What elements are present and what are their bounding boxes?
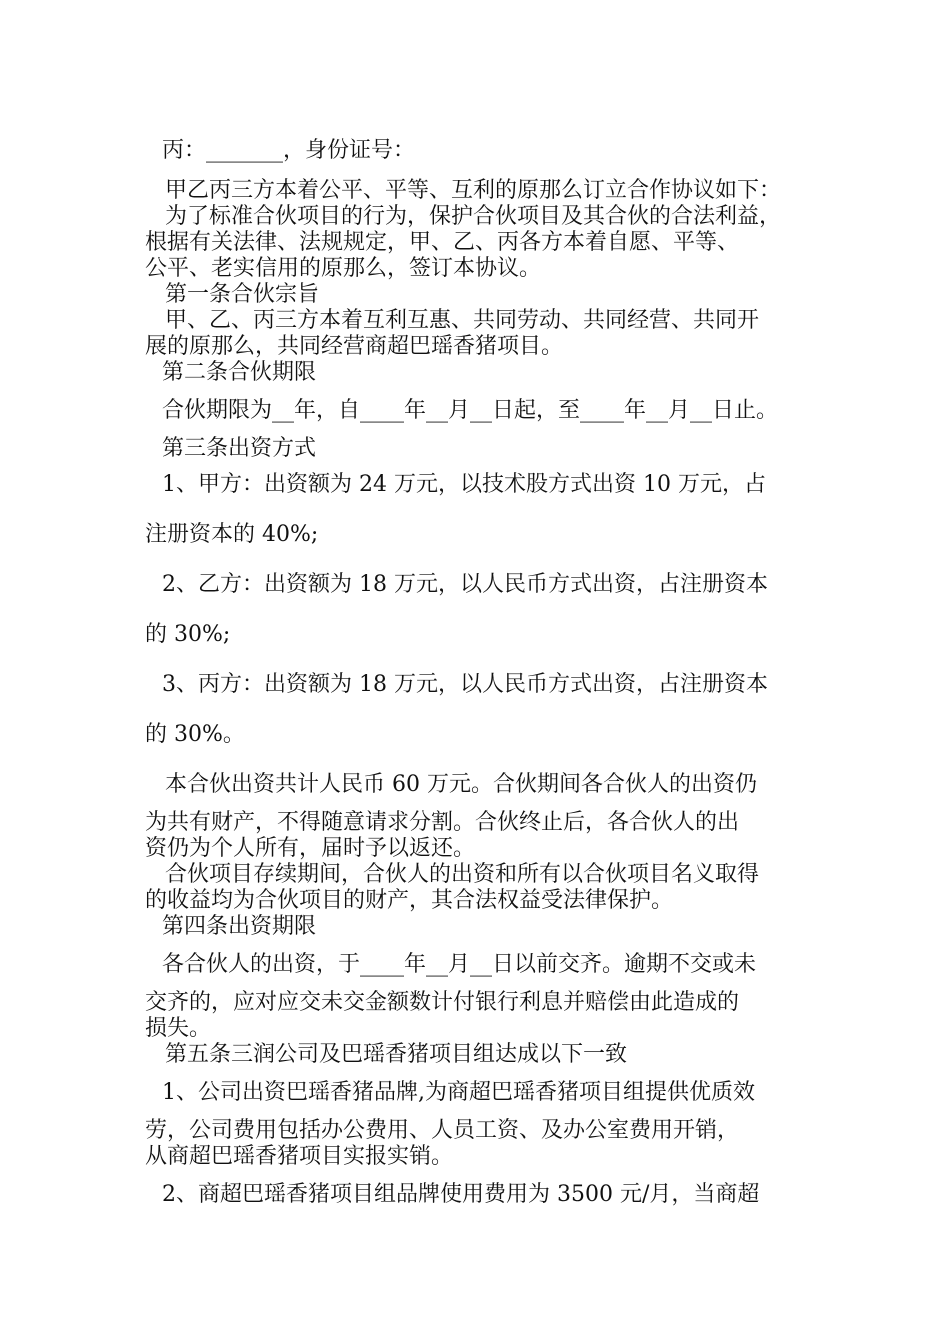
text-line: 3、丙方：出资额为 18 万元，以人民币方式出资，占注册资本 bbox=[162, 672, 768, 697]
text-line: 根据有关法律、法规规定，甲、乙、丙各方本着自愿、平等、 bbox=[145, 230, 740, 255]
text-line: 损失。 bbox=[145, 1016, 212, 1041]
text-line: 1、甲方：出资额为 24 万元，以技术股方式出资 10 万元，占 bbox=[162, 472, 766, 497]
text-line: 2、商超巴瑶香猪项目组品牌使用费用为 3500 元/月，当商超 bbox=[162, 1182, 760, 1207]
text-line: 各合伙人的出资，于____年__月__日以前交齐。逾期不交或未 bbox=[162, 952, 757, 977]
text-line: 劳，公司费用包括办公费用、人员工资、及办公室费用开销， bbox=[145, 1118, 740, 1143]
section-heading: 第二条合伙期限 bbox=[162, 360, 317, 385]
section-heading: 第五条三润公司及巴瑶香猪项目组达成以下一致 bbox=[165, 1042, 628, 1067]
text-line: 本合伙出资共计人民币 60 万元。合伙期间各合伙人的出资仍 bbox=[165, 772, 757, 797]
text-line: 注册资本的 40%; bbox=[145, 522, 319, 547]
section-heading: 第四条出资期限 bbox=[162, 914, 317, 939]
text-line: 的 30%。 bbox=[145, 722, 245, 747]
text-line: 从商超巴瑶香猪项目实报实销。 bbox=[145, 1144, 454, 1169]
text-line: 甲、乙、丙三方本着互利互惠、共同劳动、共同经营、共同开 bbox=[165, 308, 760, 333]
text-line: 合伙期限为__年，自____年__月__日起，至____年__月__日止。 bbox=[162, 398, 779, 423]
text-line: 甲乙丙三方本着公平、平等、互利的原那么订立合作协议如下： bbox=[165, 178, 782, 203]
text-line: 公平、老实信用的原那么，签订本协议。 bbox=[145, 256, 542, 281]
text-line: 的 30%; bbox=[145, 622, 231, 647]
text-line: 为了标准合伙项目的行为，保护合伙项目及其合伙的合法利益， bbox=[165, 204, 782, 229]
text-line: 1、公司出资巴瑶香猪品牌,为商超巴瑶香猪项目组提供优质效 bbox=[162, 1080, 755, 1105]
text-line: 丙：_______，身份证号： bbox=[162, 138, 416, 163]
text-line: 2、乙方：出资额为 18 万元，以人民币方式出资，占注册资本 bbox=[162, 572, 768, 597]
text-line: 为共有财产，不得随意请求分割。合伙终止后，各合伙人的出 bbox=[145, 810, 740, 835]
section-heading: 第三条出资方式 bbox=[162, 436, 317, 461]
text-line: 资仍为个人所有，届时予以返还。 bbox=[145, 836, 476, 861]
text-line: 交齐的，应对应交未交金额数计付银行利息并赔偿由此造成的 bbox=[145, 990, 740, 1015]
text-line: 展的原那么，共同经营商超巴瑶香猪项目。 bbox=[145, 334, 564, 359]
section-heading: 第一条合伙宗旨 bbox=[165, 282, 320, 307]
text-line: 的收益均为合伙项目的财产，其合法权益受法律保护。 bbox=[145, 888, 674, 913]
text-line: 合伙项目存续期间，合伙人的出资和所有以合伙项目名义取得 bbox=[165, 862, 760, 887]
